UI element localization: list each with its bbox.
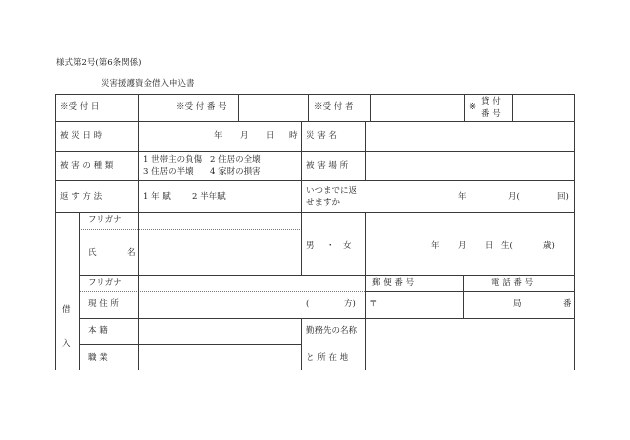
damage-option-2[interactable]: 2 住居の全壊 bbox=[210, 155, 261, 165]
grid-line bbox=[79, 212, 80, 370]
grid-line bbox=[308, 94, 309, 121]
name-label-2: 名 bbox=[127, 248, 136, 258]
address-field[interactable] bbox=[143, 295, 303, 315]
grid-line bbox=[55, 94, 56, 370]
domicile-field[interactable] bbox=[143, 321, 298, 341]
grid-line bbox=[365, 212, 366, 275]
repayment-times-unit: 回) bbox=[557, 192, 569, 202]
grid-line bbox=[55, 180, 575, 181]
address-furigana-label: フリガナ bbox=[88, 278, 122, 288]
address-side-open: ( bbox=[306, 299, 310, 309]
grid-line bbox=[55, 151, 575, 152]
repayment-month-unit: 月( bbox=[508, 192, 520, 202]
grid-line bbox=[55, 94, 575, 95]
workplace-label-1: 勤務先の名称 bbox=[306, 326, 358, 336]
name-furigana-field[interactable] bbox=[143, 215, 298, 227]
repayment-until-label-1: いつまでに返 bbox=[306, 186, 358, 196]
grid-line bbox=[238, 94, 239, 121]
damage-option-3[interactable]: 3 住居の半壊 bbox=[143, 167, 194, 177]
loan-mark: ※ bbox=[469, 102, 477, 112]
name-label-1: 氏 bbox=[88, 248, 97, 258]
grid-line bbox=[138, 212, 139, 370]
form-number: 様式第2号(第6条関係) bbox=[56, 58, 142, 68]
gender-male[interactable]: 男 bbox=[306, 241, 315, 251]
gender-female[interactable]: 女 bbox=[343, 241, 352, 251]
gender-separator: ・ bbox=[326, 241, 335, 251]
grid-line bbox=[138, 94, 139, 121]
birth-day-unit: 日 bbox=[485, 241, 494, 251]
disaster-name-field[interactable] bbox=[370, 125, 572, 149]
name-furigana-label: フリガナ bbox=[88, 215, 122, 225]
borrower-section-label-1: 借 bbox=[62, 305, 71, 315]
postal-mark: 〒 bbox=[369, 299, 378, 309]
grid-line bbox=[365, 291, 575, 292]
furigana-separator bbox=[79, 229, 300, 230]
loan-number-label-1: 貸 付 bbox=[481, 97, 501, 107]
grid-line bbox=[55, 121, 575, 122]
received-number-label: ※受 付 番 号 bbox=[176, 102, 227, 112]
grid-line bbox=[79, 344, 301, 345]
grid-line bbox=[464, 94, 465, 121]
received-date-label: ※受 付 日 bbox=[60, 102, 100, 112]
phone-number-label: 電 話 番 号 bbox=[491, 278, 534, 288]
postal-code-label: 郵 便 番 号 bbox=[372, 278, 415, 288]
repayment-option-1[interactable]: 1 年 賦 bbox=[143, 192, 171, 202]
loan-number-label-2: 番 号 bbox=[481, 109, 501, 119]
disaster-day-unit: 日 bbox=[266, 131, 275, 141]
age-unit: 歳) bbox=[543, 241, 555, 251]
address-side-close: 方) bbox=[344, 299, 356, 309]
repayment-option-2[interactable]: 2 半年賦 bbox=[192, 192, 226, 202]
grid-line bbox=[138, 121, 139, 212]
damage-option-1[interactable]: 1 世帯主の負傷 bbox=[143, 155, 203, 165]
grid-line bbox=[463, 275, 464, 318]
grid-line bbox=[55, 212, 575, 213]
grid-line bbox=[301, 212, 302, 275]
repayment-until-label-2: せますか bbox=[306, 198, 341, 208]
phone-number-unit: 番 bbox=[563, 299, 572, 309]
birth-month-unit: 月 bbox=[458, 241, 467, 251]
damage-option-4[interactable]: 4 家財の損害 bbox=[210, 167, 261, 177]
birth-year-unit: 年 bbox=[431, 241, 440, 251]
disaster-name-label: 災 害 名 bbox=[306, 131, 337, 141]
form-title: 災害援護資金借入申込書 bbox=[101, 79, 195, 89]
disaster-date-label: 被 災 日 時 bbox=[60, 131, 103, 141]
borrower-section-label-2: 入 bbox=[62, 339, 71, 349]
domicile-label: 本 籍 bbox=[88, 326, 108, 336]
repayment-year-unit: 年 bbox=[458, 192, 467, 202]
receiver-label: ※受 付 者 bbox=[314, 102, 354, 112]
disaster-month-unit: 月 bbox=[240, 131, 249, 141]
workplace-field[interactable] bbox=[370, 321, 572, 367]
grid-line bbox=[79, 318, 575, 319]
grid-line bbox=[365, 275, 366, 318]
phone-exchange-unit: 局 bbox=[513, 299, 522, 309]
furigana-separator bbox=[79, 291, 365, 292]
postal-code-field[interactable] bbox=[380, 295, 460, 315]
birth-label: 生( bbox=[501, 241, 513, 251]
grid-line bbox=[301, 121, 302, 212]
workplace-label-2: と 所 在 地 bbox=[306, 353, 349, 363]
occupation-field[interactable] bbox=[143, 347, 298, 367]
grid-line bbox=[79, 275, 575, 276]
repayment-label: 返 す 方 法 bbox=[60, 192, 103, 202]
disaster-year-unit: 年 bbox=[214, 131, 223, 141]
grid-line bbox=[512, 94, 513, 121]
occupation-label: 職 業 bbox=[88, 353, 108, 363]
grid-line bbox=[365, 318, 366, 370]
address-label: 現 住 所 bbox=[88, 299, 119, 309]
grid-line bbox=[370, 94, 371, 121]
name-field[interactable] bbox=[143, 234, 298, 272]
grid-line bbox=[365, 121, 366, 180]
disaster-hour-unit: 時 bbox=[289, 131, 298, 141]
grid-line bbox=[301, 318, 302, 370]
damage-type-label: 被 害 の 種 類 bbox=[60, 161, 114, 171]
damage-location-field[interactable] bbox=[370, 154, 572, 178]
damage-location-label: 被 害 場 所 bbox=[306, 161, 349, 171]
grid-line bbox=[574, 94, 575, 370]
